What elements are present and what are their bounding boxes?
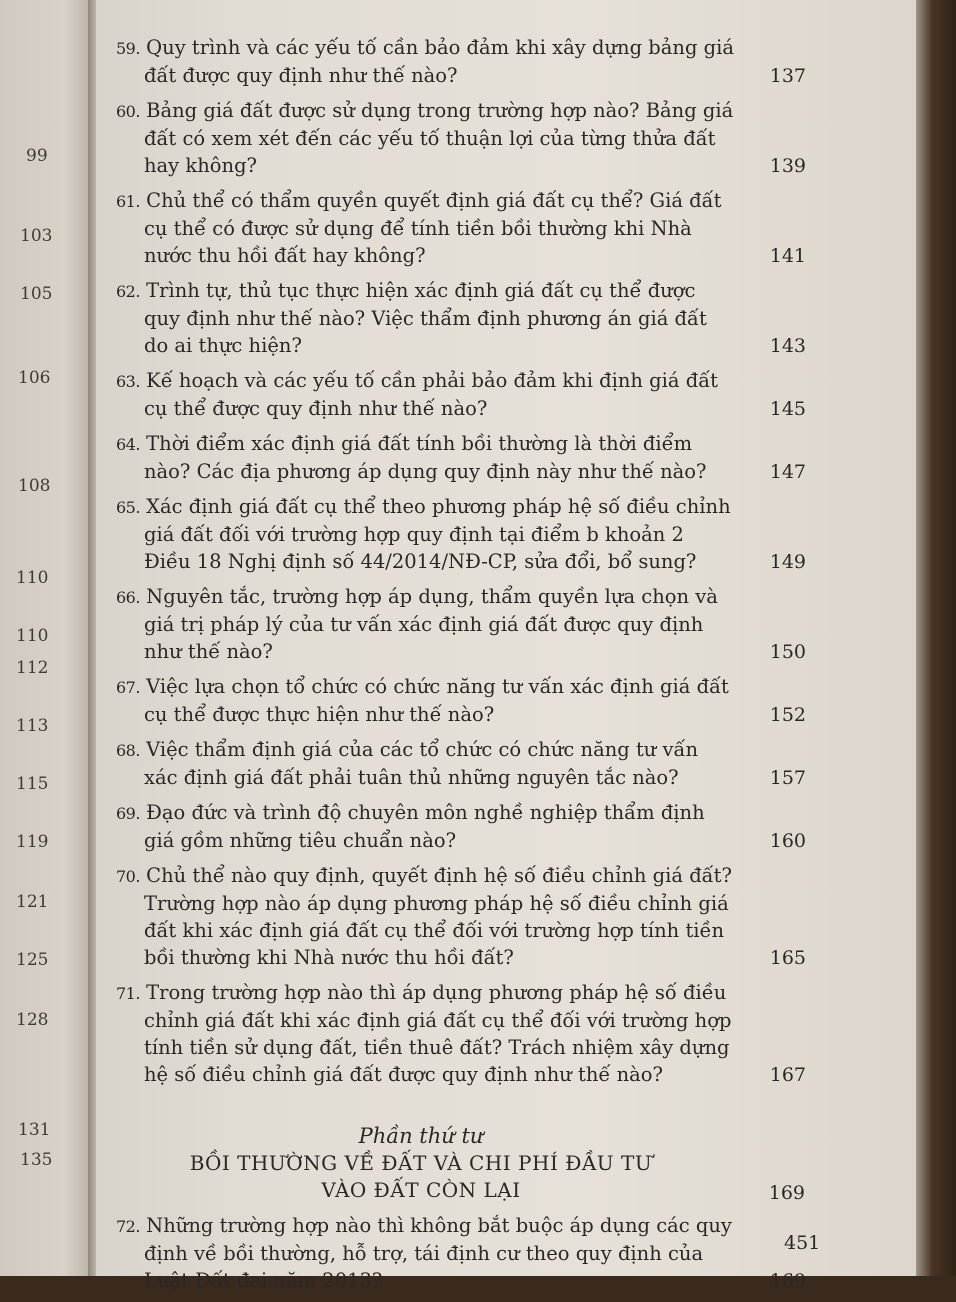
entry-number: 61. <box>116 192 140 211</box>
left-page-number: 99 <box>26 146 48 166</box>
toc-entry <box>116 34 906 89</box>
entry-page: 157 <box>769 767 806 789</box>
entry-page: 137 <box>769 65 806 87</box>
entry-text: Kế hoạch và các yếu tố cần phải bảo đảm khi định giá đất cụ thể được quy định như thế nào? <box>144 369 718 420</box>
left-page-number: 131 <box>18 1120 51 1140</box>
entry-page: 149 <box>769 551 806 573</box>
toc-entry <box>116 493 906 575</box>
toc-entry <box>116 799 906 854</box>
entry-text: Việc lựa chọn tổ chức có chức năng tư vấn xác định giá đất cụ thể được thực hiện như thế nào? <box>144 675 729 726</box>
left-page-number: 128 <box>16 1010 49 1030</box>
page-number: 451 <box>784 1232 821 1254</box>
left-page-number: 121 <box>16 892 49 912</box>
left-page-number: 112 <box>16 658 49 678</box>
entry-text: Chủ thể nào quy định, quyết định hệ số điều chỉnh giá đất? Trường hợp nào áp dụng phương pháp hệ số điều chỉnh giá đất khi xác định giá đất cụ thể đối với trường hợp tính tiền bồi thường khi Nhà nước thu hồi đất? <box>144 864 732 969</box>
part-label: Phần thứ tư <box>358 1124 484 1148</box>
left-page-number: 105 <box>20 284 53 304</box>
entry-page: 167 <box>769 1064 806 1086</box>
left-page-number: 108 <box>18 476 51 496</box>
entry-text: Quy trình và các yếu tố cần bảo đảm khi xây dựng bảng giá đất được quy định như thế nào? <box>144 36 734 87</box>
entry-text: Thời điểm xác định giá đất tính bồi thường là thời điểm nào? Các địa phương áp dụng quy định này như thế nào? <box>144 432 707 483</box>
toc-entry <box>116 862 906 971</box>
part-title-line2: VÀO ĐẤT CÒN LẠI <box>321 1178 521 1202</box>
left-page-number: 113 <box>16 716 49 736</box>
left-page <box>0 0 92 1276</box>
entry-page: 143 <box>769 335 806 357</box>
entry-text: Việc thẩm định giá của các tổ chức có chức năng tư vấn xác định giá đất phải tuân thủ những nguyên tắc nào? <box>144 738 699 789</box>
entry-page: 165 <box>769 947 806 969</box>
entry-number: 62. <box>116 282 140 301</box>
toc-entry <box>116 736 906 791</box>
entry-text: Trong trường hợp nào thì áp dụng phương pháp hệ số điều chỉnh giá đất khi xác định giá đất cụ thể đối với trường hợp tính tiền sử dụng đất, tiền thuê đất? Trách nhiệm xây dựng hệ số điều chỉnh giá đất được quy định như thế nào? <box>144 981 732 1086</box>
toc-entry <box>116 97 906 179</box>
entry-number: 71. <box>116 984 140 1003</box>
entry-page: 141 <box>769 245 806 267</box>
entry-page: 139 <box>769 155 806 177</box>
toc-entry <box>116 430 906 485</box>
left-page-number: 135 <box>20 1150 53 1170</box>
entry-number: 67. <box>116 678 140 697</box>
toc-entry <box>116 367 906 422</box>
part-page: 169 <box>768 1182 805 1204</box>
left-page-number: 106 <box>18 368 51 388</box>
entry-text: Chủ thể có thẩm quyền quyết định giá đất cụ thể? Giá đất cụ thể có được sử dụng để tính tiền bồi thường khi Nhà nước thu hồi đất hay không? <box>144 189 722 267</box>
left-page-number: 103 <box>20 226 53 246</box>
entry-text: Nguyên tắc, trường hợp áp dụng, thẩm quyền lựa chọn và giá trị pháp lý của tư vấn xác định giá đất được quy định như thế nào? <box>144 585 718 663</box>
book-edge <box>916 0 956 1276</box>
entry-text: Những trường hợp nào thì không bắt buộc áp dụng các quy định về bồi thường, hỗ trợ, tái định cư theo quy định của Luật Đất đai năm 2013? <box>144 1214 732 1292</box>
entry-number: 68. <box>116 741 140 760</box>
entry-page: 152 <box>769 704 806 726</box>
left-page-number: 110 <box>16 568 49 588</box>
part-title-line1: BỒI THƯỜNG VỀ ĐẤT VÀ CHI PHÍ ĐẦU TƯ <box>189 1151 653 1175</box>
left-page-number: 110 <box>16 626 49 646</box>
entry-number: 69. <box>116 804 140 823</box>
entry-page: 150 <box>769 641 806 663</box>
entry-number: 60. <box>116 102 140 121</box>
entry-number: 72. <box>116 1217 140 1236</box>
toc-entry <box>116 673 906 728</box>
part-heading <box>116 1122 805 1204</box>
entry-page: 160 <box>769 830 806 852</box>
entry-number: 59. <box>116 39 140 58</box>
toc-entry <box>116 583 906 665</box>
entry-number: 63. <box>116 372 140 391</box>
left-page-number: 119 <box>16 832 49 852</box>
toc-entry <box>116 187 906 269</box>
entry-number: 66. <box>116 588 140 607</box>
entry-text: Trình tự, thủ tục thực hiện xác định giá đất cụ thể được quy định như thế nào? Việc thẩm định phương án giá đất do ai thực hiện? <box>144 279 707 357</box>
entry-number: 64. <box>116 435 140 454</box>
entry-number: 70. <box>116 867 140 886</box>
table-of-contents <box>116 34 906 1302</box>
toc-entry <box>116 979 906 1088</box>
entry-page: 145 <box>769 398 806 420</box>
entry-page: 147 <box>769 461 806 483</box>
entry-number: 65. <box>116 498 140 517</box>
right-page <box>96 0 916 1292</box>
entry-text: Xác định giá đất cụ thể theo phương pháp hệ số điều chỉnh giá đất đối với trường hợp quy định tại điểm b khoản 2 Điều 18 Nghị định số 44/2014/NĐ-CP, sửa đổi, bổ sung? <box>144 495 731 573</box>
entry-text: Đạo đức và trình độ chuyên môn nghề nghiệp thẩm định giá gồm những tiêu chuẩn nào? <box>144 801 705 852</box>
entry-text: Bảng giá đất được sử dụng trong trường hợp nào? Bảng giá đất có xem xét đến các yếu tố thuận lợi của từng thửa đất hay không? <box>144 99 734 177</box>
entry-page: 169 <box>769 1270 806 1292</box>
toc-entry <box>116 277 906 359</box>
left-page-number: 125 <box>16 950 49 970</box>
left-page-number: 115 <box>16 774 49 794</box>
